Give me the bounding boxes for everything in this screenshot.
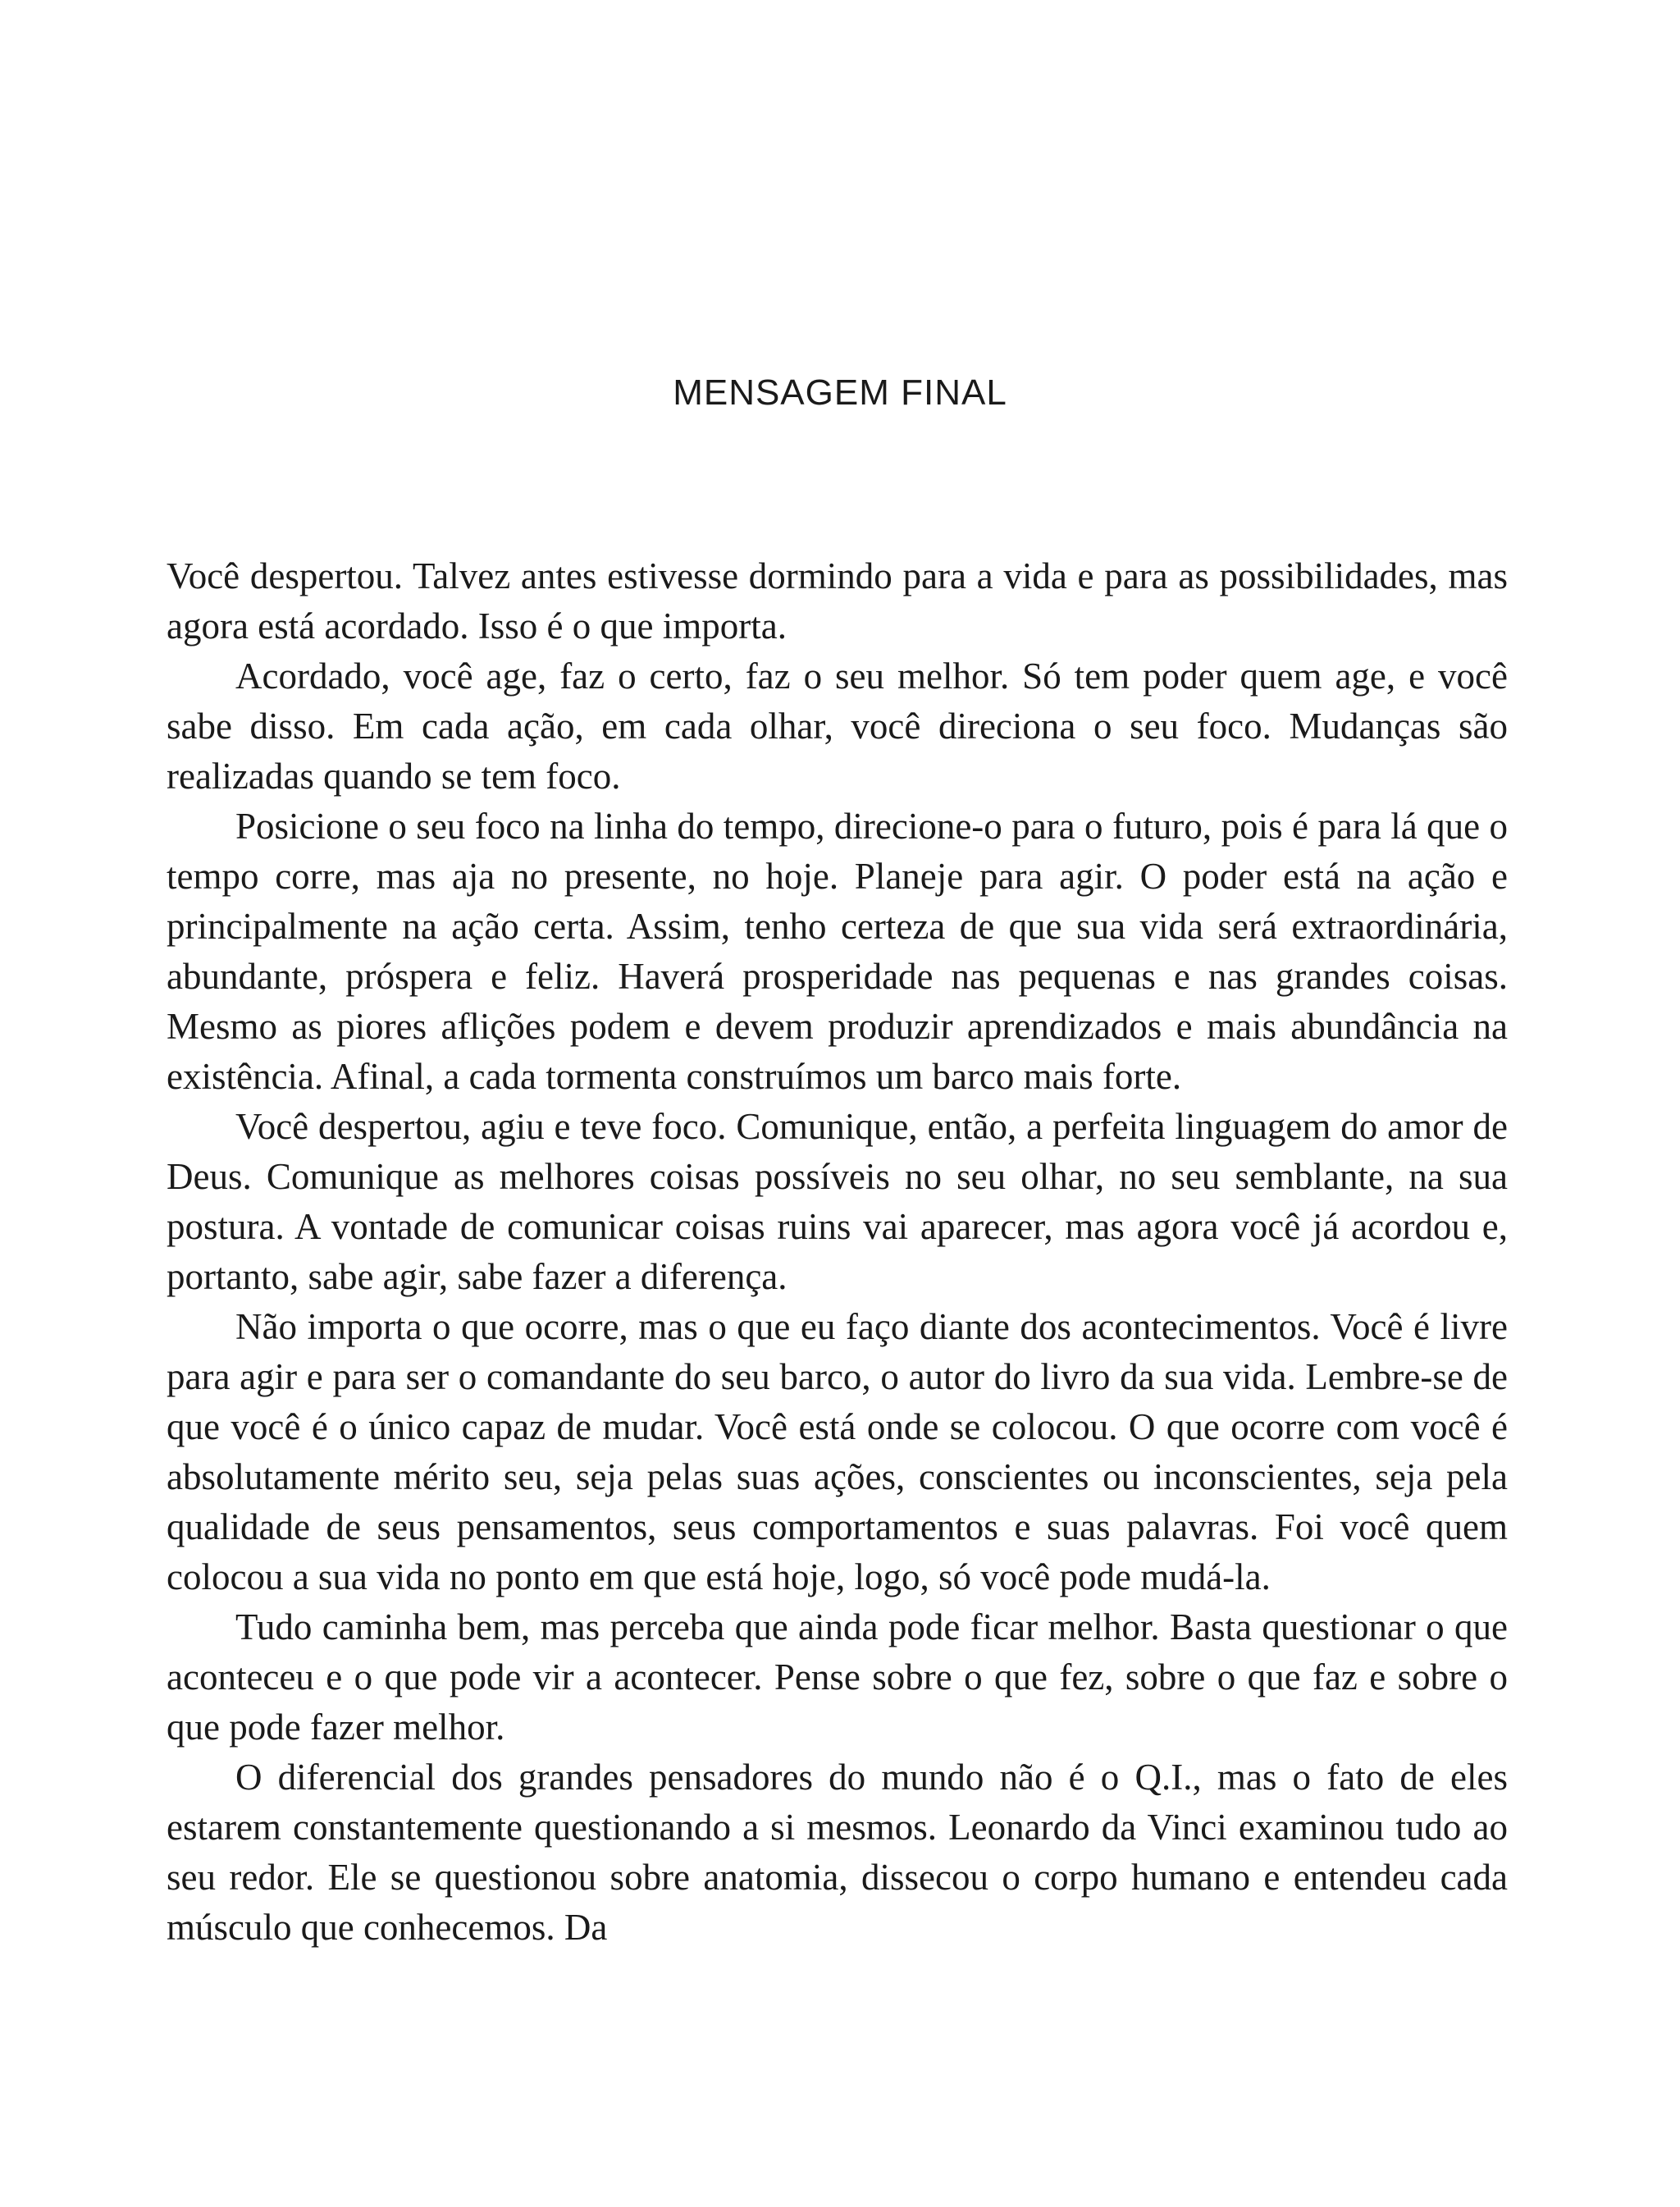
paragraph-6: Tudo caminha bem, mas perceba que ainda pode ficar melhor. Basta questionar o que aconteceu e o que pode vir a acontecer. Pense sobre o que fez, sobre o que faz e sobre o que pode fazer melhor. [167,1606,1508,1748]
paragraph-4: Você despertou, agiu e teve foco. Comunique, então, a perfeita linguagem do amor de Deus. Comunique as melhores coisas possíveis no seu olhar, no seu semblante, na sua postura. A vontade de comunicar coisas ruins vai aparecer, mas agora você já acordou e, portanto, sabe agir, sabe fazer a diferença. [167,1106,1508,1297]
body-text [167,551,1508,1953]
paragraph-5: Não importa o que ocorre, mas o que eu faço diante dos acontecimentos. Você é livre para agir e para ser o comandante do seu barco, o autor do livro da sua vida. Lembre-se de que você é o único capaz de mudar. Você está onde se colocou. O que ocorre com você é absolutamente mérito seu, seja pelas suas ações, conscientes ou inconscientes, seja pela qualidade de seus pensamentos, seus comportamentos e suas palavras. Foi você quem colocou a sua vida no ponto em que está hoje, logo, só você pode mudá-la. [167,1306,1508,1597]
paragraph-2: Acordado, você age, faz o certo, faz o seu melhor. Só tem poder quem age, e você sabe disso. Em cada ação, em cada olhar, você direciona o seu foco. Mudanças são realizadas quando se tem foco. [167,656,1508,797]
chapter-title: MENSAGEM FINAL [673,372,1007,413]
paragraph-1: Você despertou. Talvez antes estivesse dormindo para a vida e para as possibilidades, mas agora está acordado. Isso é o que importa. [167,555,1508,647]
paragraph-3: Posicione o seu foco na linha do tempo, direcione-o para o futuro, pois é para lá que o tempo corre, mas aja no presente, no hoje. Planeje para agir. O poder está na ação e principalmente na ação certa. Assim, tenho certeza de que sua vida será extraordinária, abundante, próspera e feliz. Haverá prosperidade nas pequenas e nas grandes coisas. Mesmo as piores aflições podem e devem produzir aprendizados e mais abundância na existência. Afinal, a cada tormenta construímos um barco mais forte. [167,806,1508,1097]
paragraph-7: O diferencial dos grandes pensadores do mundo não é o Q.I., mas o fato de eles estarem constantemente questionando a si mesmos. Leonardo da Vinci examinou tudo ao seu redor. Ele se questionou sobre anatomia, dissecou o corpo humano e entendeu cada músculo que conhecemos. Da [167,1757,1508,1948]
